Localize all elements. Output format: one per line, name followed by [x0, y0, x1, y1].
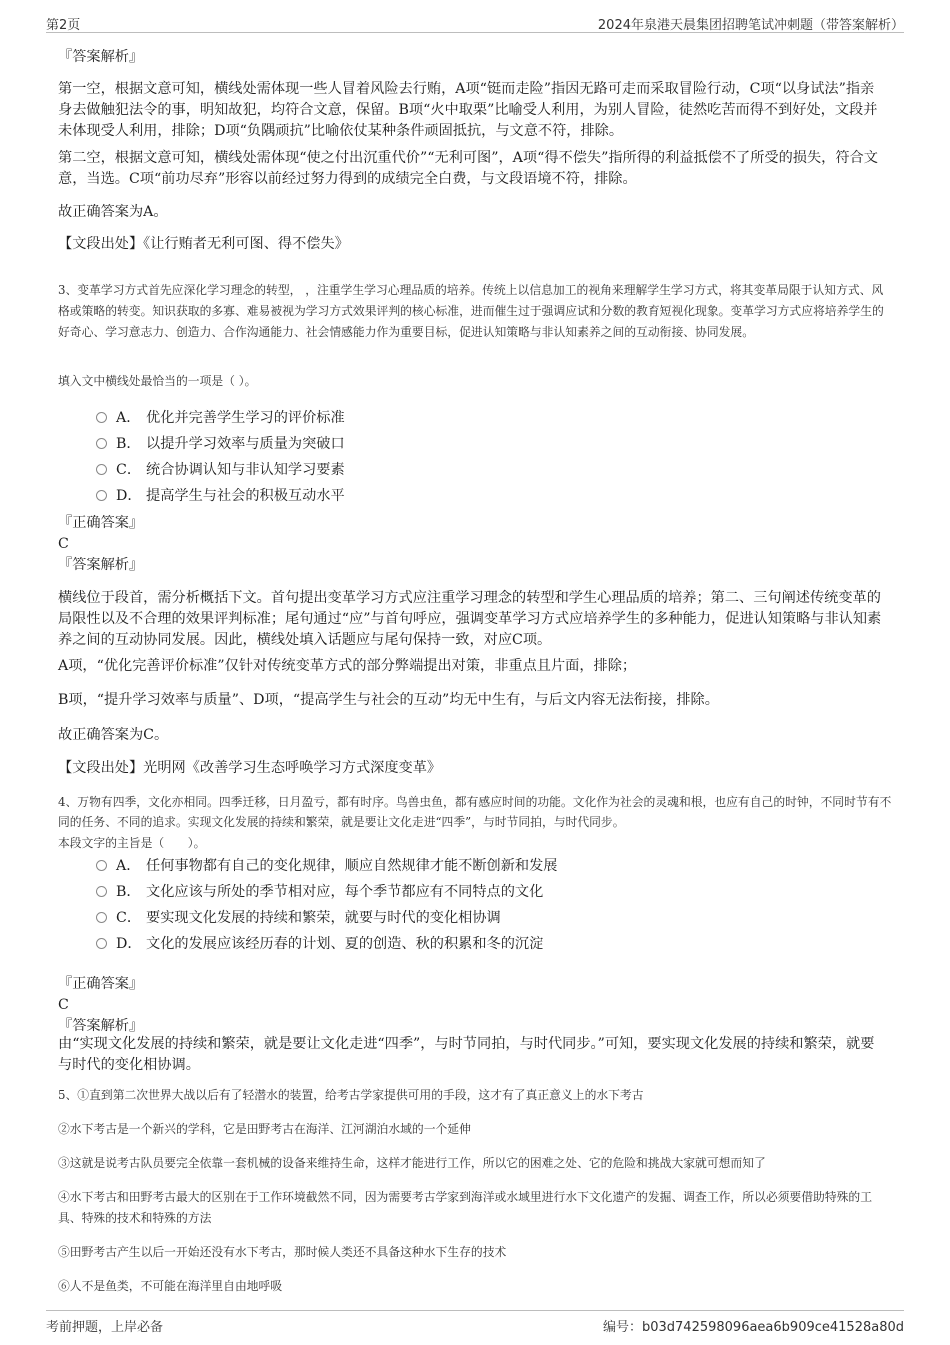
option-letter: C．	[116, 910, 142, 926]
q3-source: 【文段出处】光明网《改善学习生态呼唤学习方式深度变革》	[58, 760, 442, 776]
q2-conclusion: 故正确答案为A。	[58, 204, 168, 220]
q5-item-3: ③这就是说考古队员要完全依靠一套机械的设备来维持生命，这样才能进行工作，所以它的困难之处、它的危险和挑战大家就可想而知了	[58, 1156, 766, 1170]
option-letter: B．	[116, 884, 141, 900]
q3-conclusion: 故正确答案为C。	[58, 727, 169, 743]
q4-stem: 4、万物有四季，文化亦相同。四季迁移，日月盈亏，都有时序。鸟兽虫鱼，都有感应时间的功能。文化作为社会的灵魂和根，也应有自己的时钟，不同时节有不同的任务、不同的追求。实现文化发展的持续和繁荣，就是要让文化走进“四季”，与时节同拍，与时代同步。	[58, 795, 892, 829]
radio-icon[interactable]	[96, 912, 107, 923]
q3-option-b[interactable]	[96, 434, 345, 460]
document-title: 2024年泉港天晨集团招聘笔试冲刺题（带答案解析）	[597, 18, 904, 33]
q3-analysis-paragraph-3: B项，“提升学习效率与质量”、D项，“提高学生与社会的互动”均无中生有，与后文内容无法衔接，排除。	[58, 692, 719, 708]
option-letter: A．	[116, 410, 141, 426]
q3-answer: C	[58, 536, 69, 552]
q2-source: 【文段出处】《让行贿者无利可图、得不偿失》	[58, 236, 349, 252]
q3-prompt: 填入文中横线处最恰当的一项是（ ）。	[58, 374, 257, 388]
radio-icon[interactable]	[96, 490, 107, 501]
q4-analysis-paragraph-1: 由“实现文化发展的持续和繁荣，就是要让文化走进“四季”，与时节同拍，与时代同步。”可知，要实现文化发展的持续和繁荣，就要与时代的变化相协调。	[58, 1036, 875, 1073]
q4-options	[96, 856, 557, 960]
q3-analysis-paragraph-1: 横线位于段首，需分析概括下文。首句提出变革学习方式应注重学习理念的转型和学生心理品质的培养；第二、三句阐述传统变革的局限性以及不合理的效果评判标准；尾句通过“应”与首句呼应，强调变革学习方式应培养学生的多种能力，促进认知策略与非认知素养之间的互动协同发展。因此，横线处填入话题应与尾句保持一致，对应C项。	[58, 590, 882, 648]
radio-icon[interactable]	[96, 464, 107, 475]
q4-option-c[interactable]	[96, 908, 557, 934]
radio-icon[interactable]	[96, 938, 107, 949]
q3-analysis-label: 『答案解析』	[58, 557, 144, 573]
option-text: 文化的发展应该经历春的计划、夏的创造、秋的积累和冬的沉淀	[146, 936, 544, 952]
page-header	[46, 12, 904, 33]
q3-stem: 3、变革学习方式首先应深化学习理念的转型， ，注重学生学习心理品质的培养。传统上以信息加工的视角来理解学生学习方式，将其变革局限于认知方式、风格或策略的转变。知识获取的多寡、难易被视为学习方式效果评判的核心标准，进而催生过于强调应试和分数的教育短视化现象。变革学习方式应将培养学生的好奇心、学习意志力、创造力、合作沟通能力、社会情感能力作为重要目标，促进认知策略与非认知素养之间的互动衔接、协同发展。	[58, 283, 884, 339]
option-letter: C．	[116, 462, 142, 478]
q4-option-b[interactable]	[96, 882, 557, 908]
q4-analysis-label: 『答案解析』	[58, 1018, 144, 1034]
page-footer	[46, 1310, 904, 1335]
q2-analysis-label: 『答案解析』	[58, 49, 144, 65]
option-text: 要实现文化发展的持续和繁荣，就要与时代的变化相协调	[146, 910, 501, 926]
q3-answer-label: 『正确答案』	[58, 515, 144, 531]
q4-prompt: 本段文字的主旨是（ ）。	[58, 836, 206, 850]
option-text: 文化应该与所处的季节相对应，每个季节都应有不同特点的文化	[146, 884, 544, 900]
q4-answer: C	[58, 997, 69, 1013]
radio-icon[interactable]	[96, 860, 107, 871]
q3-options	[96, 408, 345, 512]
q2-analysis-paragraph-2: 第二空，根据文意可知，横线处需体现“使之付出沉重代价”“无利可图”，A项“得不偿失”指所得的利益抵偿不了所受的损失，符合文意，当选。C项“前功尽弃”形容以前经过努力得到的成绩完全白费，与文段语境不符，排除。	[58, 150, 878, 187]
q4-option-a[interactable]	[96, 856, 557, 882]
option-letter: B．	[116, 436, 141, 452]
q5-item-1: 5、①直到第二次世界大战以后有了轻潜水的装置，给考古学家提供可用的手段，这才有了真正意义上的水下考古	[58, 1088, 644, 1102]
q3-analysis-paragraph-2: A项，“优化完善评价标准”仅针对传统变革方式的部分弊端提出对策，非重点且片面，排除；	[58, 658, 637, 674]
option-text: 优化并完善学生学习的评价标准	[146, 410, 345, 426]
q5-item-6: ⑥人不是鱼类，不可能在海洋里自由地呼吸	[58, 1279, 283, 1293]
footer-serial: 编号：b03d742598096aea6b909ce41528a80d	[602, 1320, 904, 1335]
footer-slogan: 考前押题，上岸必备	[46, 1320, 164, 1335]
page-number: 第2页	[46, 18, 81, 33]
option-letter: D．	[116, 936, 142, 952]
q5-item-4: ④水下考古和田野考古最大的区别在于工作环境截然不同，因为需要考古学家到海洋或水域里进行水下文化遗产的发掘、调查工作，所以必须要借助特殊的工具、特殊的技术和特殊的方法	[58, 1190, 872, 1225]
q3-option-a[interactable]	[96, 408, 345, 434]
radio-icon[interactable]	[96, 412, 107, 423]
q5-block	[58, 1085, 894, 1300]
q3-option-d[interactable]	[96, 486, 345, 512]
option-letter: A．	[116, 858, 141, 874]
option-text: 以提升学习效率与质量为突破口	[146, 436, 345, 452]
option-letter: D．	[116, 488, 142, 504]
q5-item-5: ⑤田野考古产生以后一开始还没有水下考古，那时候人类还不具备这种水下生存的技术	[58, 1245, 507, 1259]
q4-answer-label: 『正确答案』	[58, 976, 144, 992]
q2-analysis-paragraph-1: 第一空，根据文意可知，横线处需体现一些人冒着风险去行贿，A项“铤而走险”指因无路可走而采取冒险行动，C项“以身试法”指亲身去做触犯法令的事，明知故犯，均符合文意，保留。B项“火中取栗”比喻受人利用，为别人冒险，徒然吃苦而得不到好处，文段并未体现受人利用，排除；D项“负隅顽抗”比喻依仗某种条件顽固抵抗，与文意不符，排除。	[58, 81, 878, 139]
q3-option-c[interactable]	[96, 460, 345, 486]
radio-icon[interactable]	[96, 438, 107, 449]
q5-item-2: ②水下考古是一个新兴的学科，它是田野考古在海洋、江河湖泊水域的一个延伸	[58, 1122, 471, 1136]
radio-icon[interactable]	[96, 886, 107, 897]
option-text: 统合协调认知与非认知学习要素	[146, 462, 345, 478]
option-text: 提高学生与社会的积极互动水平	[146, 488, 345, 504]
q4-option-d[interactable]	[96, 934, 557, 960]
option-text: 任何事物都有自己的变化规律，顺应自然规律才能不断创新和发展	[146, 858, 558, 874]
